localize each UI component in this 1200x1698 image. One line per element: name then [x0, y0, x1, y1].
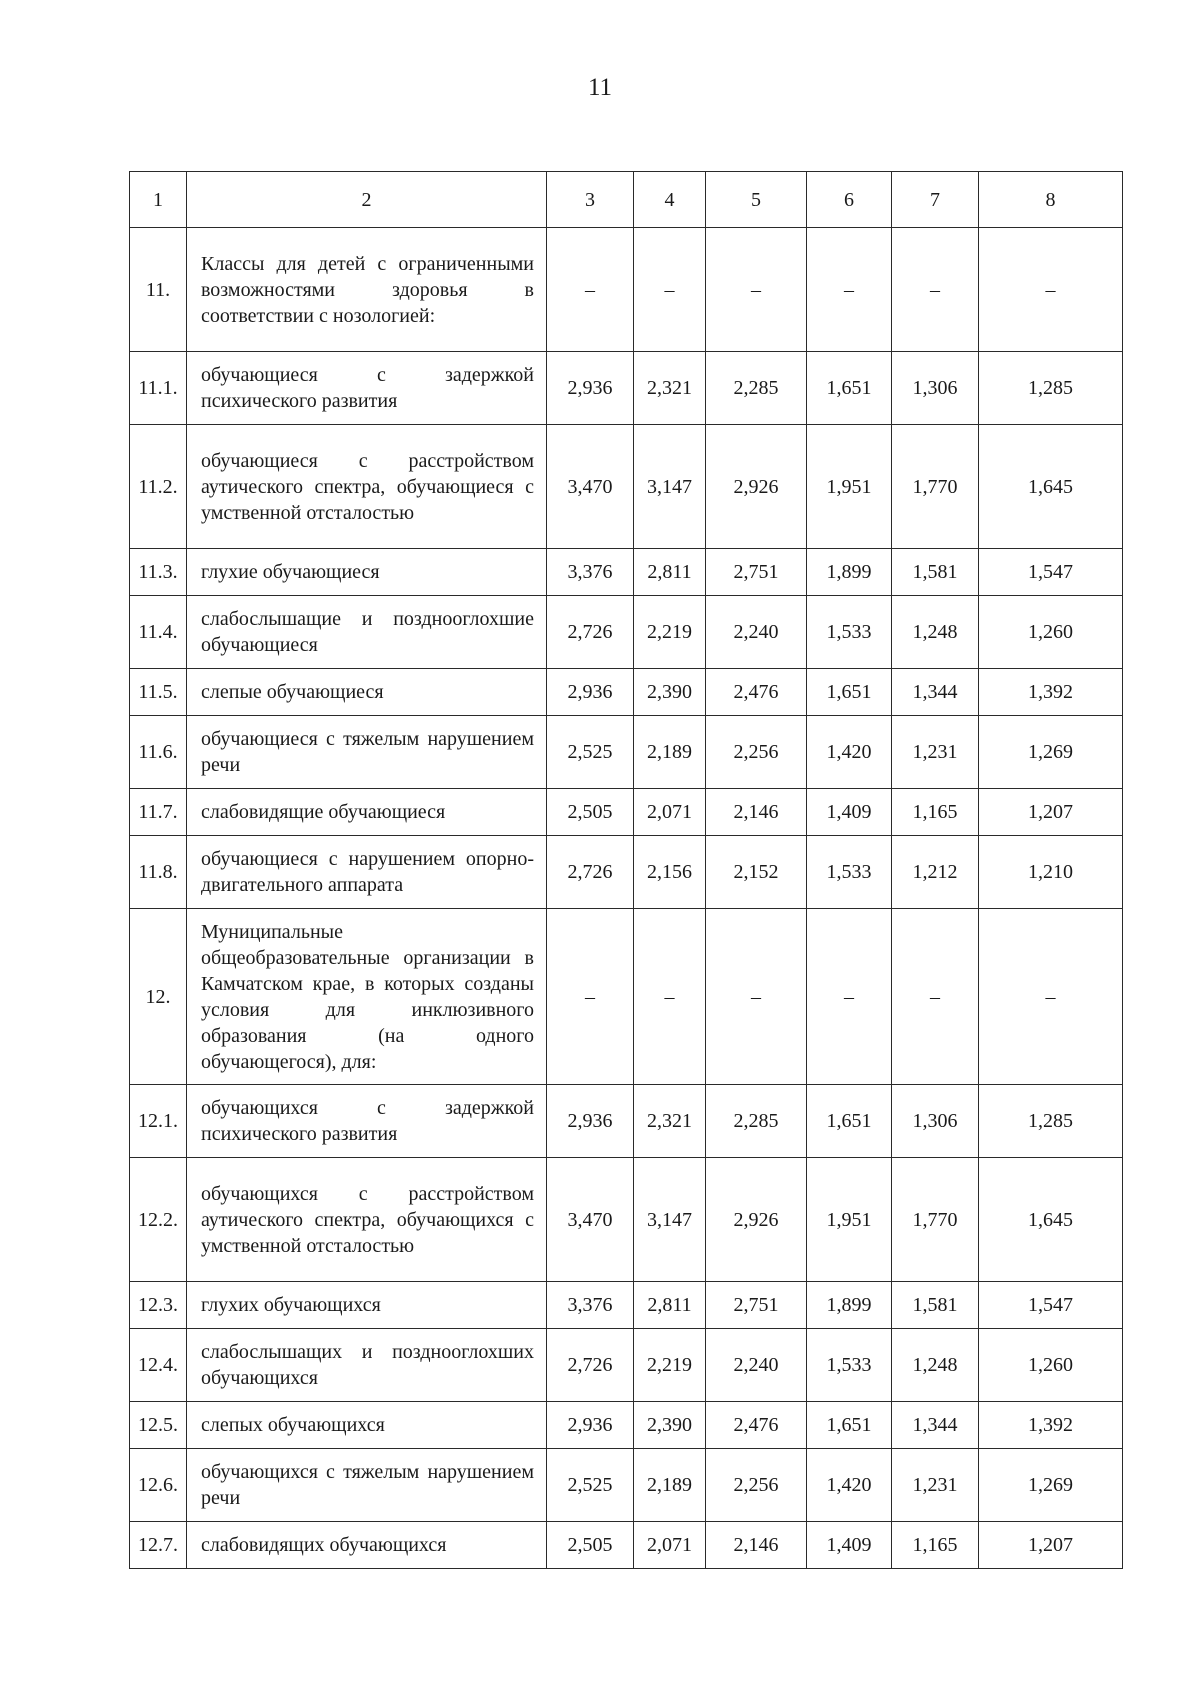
value-cell: 2,751	[706, 1282, 807, 1329]
value-cell: 2,505	[547, 789, 634, 836]
table-row	[130, 1329, 1123, 1402]
value-cell: 2,811	[634, 1282, 706, 1329]
value-cell: 1,207	[979, 1522, 1123, 1569]
value-cell: 1,651	[807, 352, 892, 425]
value-cell: –	[706, 909, 807, 1085]
value-cell: 1,533	[807, 836, 892, 909]
value-cell: 2,751	[706, 549, 807, 596]
table-row	[130, 352, 1123, 425]
table-row	[130, 669, 1123, 716]
row-number-cell: 12.2.	[130, 1158, 187, 1282]
table-row	[130, 1282, 1123, 1329]
value-cell: 1,581	[892, 549, 979, 596]
row-number-cell: 12.7.	[130, 1522, 187, 1569]
value-cell: 2,285	[706, 352, 807, 425]
value-cell: 1,645	[979, 425, 1123, 549]
row-number-cell: 11.	[130, 228, 187, 352]
table-row	[130, 909, 1123, 1085]
value-cell: 2,189	[634, 716, 706, 789]
value-cell: 1,651	[807, 1085, 892, 1158]
value-cell: –	[892, 909, 979, 1085]
row-number-cell: 11.4.	[130, 596, 187, 669]
value-cell: 2,390	[634, 1402, 706, 1449]
value-cell: 3,470	[547, 425, 634, 549]
table-row	[130, 836, 1123, 909]
value-cell: 2,936	[547, 1085, 634, 1158]
row-number-cell: 12.5.	[130, 1402, 187, 1449]
row-number-cell: 11.5.	[130, 669, 187, 716]
header-cell: 1	[130, 172, 187, 228]
value-cell: –	[547, 909, 634, 1085]
value-cell: 1,248	[892, 596, 979, 669]
row-description-cell: слепые обучающиеся	[187, 669, 547, 716]
value-cell: 1,899	[807, 549, 892, 596]
value-cell: 3,147	[634, 425, 706, 549]
row-number-cell: 11.2.	[130, 425, 187, 549]
value-cell: –	[634, 228, 706, 352]
row-description-cell: слабослышащих и позднооглохших обучающихся	[187, 1329, 547, 1402]
value-cell: 2,926	[706, 425, 807, 549]
coefficients-table	[129, 171, 1123, 1569]
value-cell: 2,285	[706, 1085, 807, 1158]
header-cell: 8	[979, 172, 1123, 228]
value-cell: 2,219	[634, 1329, 706, 1402]
row-description-cell: обучающихся с расстройством аутического спектра, обучающихся с умственной отсталостью	[187, 1158, 547, 1282]
value-cell: 1,210	[979, 836, 1123, 909]
table-row	[130, 549, 1123, 596]
value-cell: 1,344	[892, 1402, 979, 1449]
value-cell: 1,645	[979, 1158, 1123, 1282]
value-cell: 1,260	[979, 1329, 1123, 1402]
value-cell: 1,269	[979, 1449, 1123, 1522]
value-cell: 2,321	[634, 1085, 706, 1158]
value-cell: –	[807, 228, 892, 352]
row-number-cell: 11.7.	[130, 789, 187, 836]
row-description-cell: глухих обучающихся	[187, 1282, 547, 1329]
value-cell: –	[892, 228, 979, 352]
table-row	[130, 789, 1123, 836]
value-cell: 2,811	[634, 549, 706, 596]
value-cell: 1,285	[979, 352, 1123, 425]
value-cell: 1,207	[979, 789, 1123, 836]
value-cell: 2,146	[706, 1522, 807, 1569]
value-cell: 2,936	[547, 669, 634, 716]
value-cell: 1,165	[892, 1522, 979, 1569]
row-description-cell: Классы для детей с ограниченными возможностями здоровья в соответствии с нозологией:	[187, 228, 547, 352]
value-cell: 1,260	[979, 596, 1123, 669]
table-body	[130, 172, 1123, 1569]
value-cell: 1,533	[807, 596, 892, 669]
value-cell: 1,547	[979, 1282, 1123, 1329]
value-cell: 2,726	[547, 1329, 634, 1402]
header-cell: 3	[547, 172, 634, 228]
value-cell: 1,306	[892, 1085, 979, 1158]
page-number: 11	[587, 74, 613, 101]
row-description-cell: Муниципальные общеобразовательные организации в Камчатском крае, в которых созданы условия для инклюзивного образования (на одного обучающегося), для:	[187, 909, 547, 1085]
row-number-cell: 11.3.	[130, 549, 187, 596]
value-cell: 1,392	[979, 1402, 1123, 1449]
value-cell: 2,071	[634, 1522, 706, 1569]
value-cell: 1,306	[892, 352, 979, 425]
value-cell: 1,212	[892, 836, 979, 909]
value-cell: 1,420	[807, 716, 892, 789]
row-description-cell: обучающихся с тяжелым нарушением речи	[187, 1449, 547, 1522]
value-cell: 1,770	[892, 425, 979, 549]
value-cell: 2,476	[706, 1402, 807, 1449]
table-row	[130, 716, 1123, 789]
row-number-cell: 11.1.	[130, 352, 187, 425]
value-cell: 2,936	[547, 1402, 634, 1449]
value-cell: 2,390	[634, 669, 706, 716]
row-number-cell: 12.6.	[130, 1449, 187, 1522]
value-cell: 1,420	[807, 1449, 892, 1522]
value-cell: 1,951	[807, 425, 892, 549]
value-cell: 2,189	[634, 1449, 706, 1522]
value-cell: 1,231	[892, 716, 979, 789]
table-header-row	[130, 172, 1123, 228]
value-cell: 2,219	[634, 596, 706, 669]
value-cell: 2,476	[706, 669, 807, 716]
value-cell: 2,146	[706, 789, 807, 836]
value-cell: –	[979, 228, 1123, 352]
row-number-cell: 12.1.	[130, 1085, 187, 1158]
value-cell: 3,376	[547, 549, 634, 596]
row-description-cell: обучающиеся с нарушением опорно-двигательного аппарата	[187, 836, 547, 909]
value-cell: 1,581	[892, 1282, 979, 1329]
table-row	[130, 1522, 1123, 1569]
value-cell: 2,156	[634, 836, 706, 909]
value-cell: 2,240	[706, 1329, 807, 1402]
value-cell: 1,344	[892, 669, 979, 716]
header-cell: 7	[892, 172, 979, 228]
value-cell: 3,376	[547, 1282, 634, 1329]
row-description-cell: глухие обучающиеся	[187, 549, 547, 596]
row-number-cell: 11.6.	[130, 716, 187, 789]
value-cell: 1,547	[979, 549, 1123, 596]
value-cell: 2,936	[547, 352, 634, 425]
value-cell: –	[807, 909, 892, 1085]
value-cell: –	[547, 228, 634, 352]
value-cell: 1,533	[807, 1329, 892, 1402]
value-cell: 2,726	[547, 596, 634, 669]
value-cell: 1,899	[807, 1282, 892, 1329]
value-cell: 2,240	[706, 596, 807, 669]
value-cell: 2,525	[547, 716, 634, 789]
value-cell: 2,071	[634, 789, 706, 836]
row-number-cell: 12.4.	[130, 1329, 187, 1402]
value-cell: 1,269	[979, 716, 1123, 789]
value-cell: 1,285	[979, 1085, 1123, 1158]
value-cell: 3,147	[634, 1158, 706, 1282]
value-cell: 2,256	[706, 1449, 807, 1522]
value-cell: 1,248	[892, 1329, 979, 1402]
value-cell: –	[979, 909, 1123, 1085]
row-description-cell: слабовидящие обучающиеся	[187, 789, 547, 836]
value-cell: 1,409	[807, 1522, 892, 1569]
value-cell: 1,392	[979, 669, 1123, 716]
value-cell: 1,951	[807, 1158, 892, 1282]
table-row	[130, 596, 1123, 669]
value-cell: 2,321	[634, 352, 706, 425]
row-number-cell: 12.3.	[130, 1282, 187, 1329]
value-cell: 2,926	[706, 1158, 807, 1282]
table-row	[130, 1449, 1123, 1522]
value-cell: 2,256	[706, 716, 807, 789]
table-row	[130, 228, 1123, 352]
value-cell: 2,152	[706, 836, 807, 909]
value-cell: –	[706, 228, 807, 352]
row-description-cell: обучающиеся с тяжелым нарушением речи	[187, 716, 547, 789]
row-description-cell: слабовидящих обучающихся	[187, 1522, 547, 1569]
table-row	[130, 1402, 1123, 1449]
value-cell: 3,470	[547, 1158, 634, 1282]
header-cell: 6	[807, 172, 892, 228]
header-cell: 5	[706, 172, 807, 228]
table-row	[130, 1085, 1123, 1158]
value-cell: 1,231	[892, 1449, 979, 1522]
table-row	[130, 1158, 1123, 1282]
row-number-cell: 12.	[130, 909, 187, 1085]
header-cell: 2	[187, 172, 547, 228]
row-description-cell: обучающихся с задержкой психического развития	[187, 1085, 547, 1158]
value-cell: 2,726	[547, 836, 634, 909]
row-number-cell: 11.8.	[130, 836, 187, 909]
value-cell: 1,165	[892, 789, 979, 836]
row-description-cell: слепых обучающихся	[187, 1402, 547, 1449]
value-cell: 2,525	[547, 1449, 634, 1522]
table-row	[130, 425, 1123, 549]
value-cell: 1,651	[807, 1402, 892, 1449]
value-cell: 1,651	[807, 669, 892, 716]
row-description-cell: слабослышащие и позднооглохшие обучающиеся	[187, 596, 547, 669]
value-cell: 1,770	[892, 1158, 979, 1282]
row-description-cell: обучающиеся с расстройством аутического спектра, обучающиеся с умственной отсталостью	[187, 425, 547, 549]
header-cell: 4	[634, 172, 706, 228]
value-cell: 2,505	[547, 1522, 634, 1569]
value-cell: –	[634, 909, 706, 1085]
row-description-cell: обучающиеся с задержкой психического развития	[187, 352, 547, 425]
value-cell: 1,409	[807, 789, 892, 836]
